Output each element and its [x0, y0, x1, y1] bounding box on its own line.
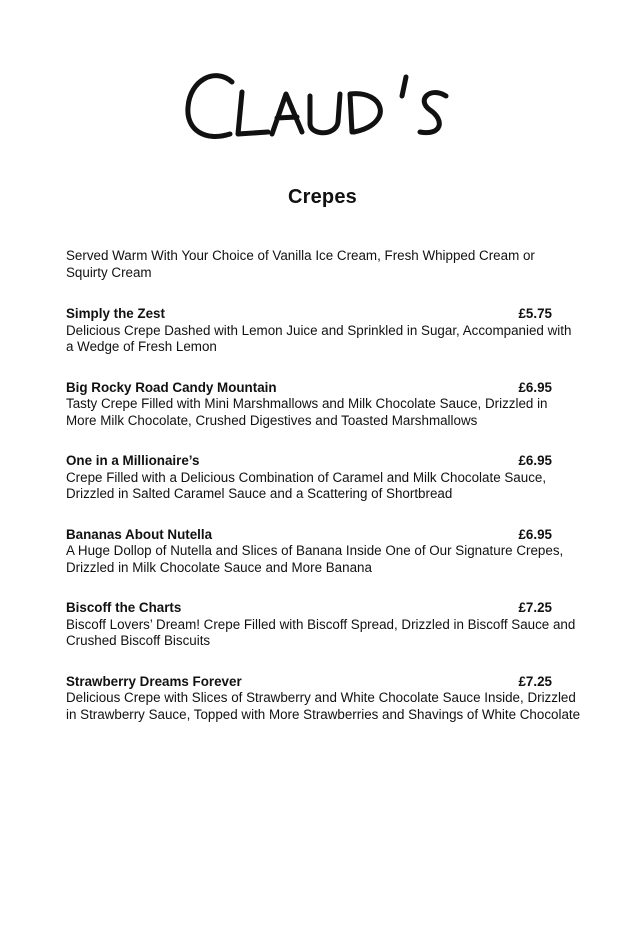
menu-item [66, 453, 586, 527]
menu-list [66, 306, 586, 747]
menu-item [66, 380, 586, 454]
menu-item-price: £6.95 [518, 526, 552, 542]
menu-intro: Served Warm With Your Choice of Vanilla Ice Cream, Fresh Whipped Cream or Squirty Cream [66, 248, 535, 280]
menu-item-description: A Huge Dollop of Nutella and Slices of Banana Inside One of Our Signature Crepes, Drizzled in Milk Chocolate Sauce and More Banana [66, 543, 564, 575]
menu-item-description: Delicious Crepe with Slices of Strawberry and White Chocolate Sauce Inside, Drizzled in Strawberry Sauce, Topped with More Strawberries and Shavings of White Chocolate [66, 690, 581, 722]
menu-item-header [66, 380, 552, 397]
menu-item-name: One in a Millionaire’s [66, 453, 200, 468]
menu-item-header [66, 453, 552, 470]
menu-item-header [66, 674, 552, 691]
menu-item [66, 674, 586, 748]
page-title: Crepes [287, 186, 357, 208]
menu-item-name: Simply the Zest [66, 306, 165, 321]
menu-item-header [66, 306, 552, 323]
menu-item-price: £6.95 [518, 379, 552, 395]
menu-item-description: Delicious Crepe Dashed with Lemon Juice and Sprinkled in Sugar, Accompanied with a Wedge of Fresh Lemon [66, 322, 572, 354]
menu-item [66, 527, 586, 601]
menu-item-name: Biscoff the Charts [66, 600, 182, 615]
menu-item-price: £6.95 [518, 453, 552, 468]
menu-item-description: Crepe Filled with a Delicious Combination of Caramel and Milk Chocolate Sauce, Drizzled in Salted Caramel Sauce and a Scattering of Shortbread [66, 469, 547, 501]
brand-logo [180, 62, 470, 152]
menu-item-name: Bananas About Nutella [66, 526, 213, 542]
menu-item-price: £5.75 [518, 306, 552, 321]
menu-item [66, 600, 586, 674]
menu-item-description: Biscoff Lovers’ Dream! Crepe Filled with Biscoff Spread, Drizzled in Biscoff Sauce and Crushed Biscoff Biscuits [66, 616, 576, 648]
brand-logo-handwritten [180, 62, 470, 152]
menu-item-description: Tasty Crepe Filled with Mini Marshmallows and Milk Chocolate Sauce, Drizzled in More Milk Chocolate, Crushed Digestives and Toasted Marshmallows [66, 396, 548, 428]
menu-item-name: Big Rocky Road Candy Mountain [66, 379, 277, 395]
menu-item-header [66, 600, 552, 617]
menu-item-price: £7.25 [518, 673, 552, 689]
menu-item [66, 306, 586, 380]
menu-item-name: Strawberry Dreams Forever [66, 673, 242, 689]
menu-item-price: £7.25 [518, 600, 552, 615]
menu-item-header [66, 527, 552, 544]
